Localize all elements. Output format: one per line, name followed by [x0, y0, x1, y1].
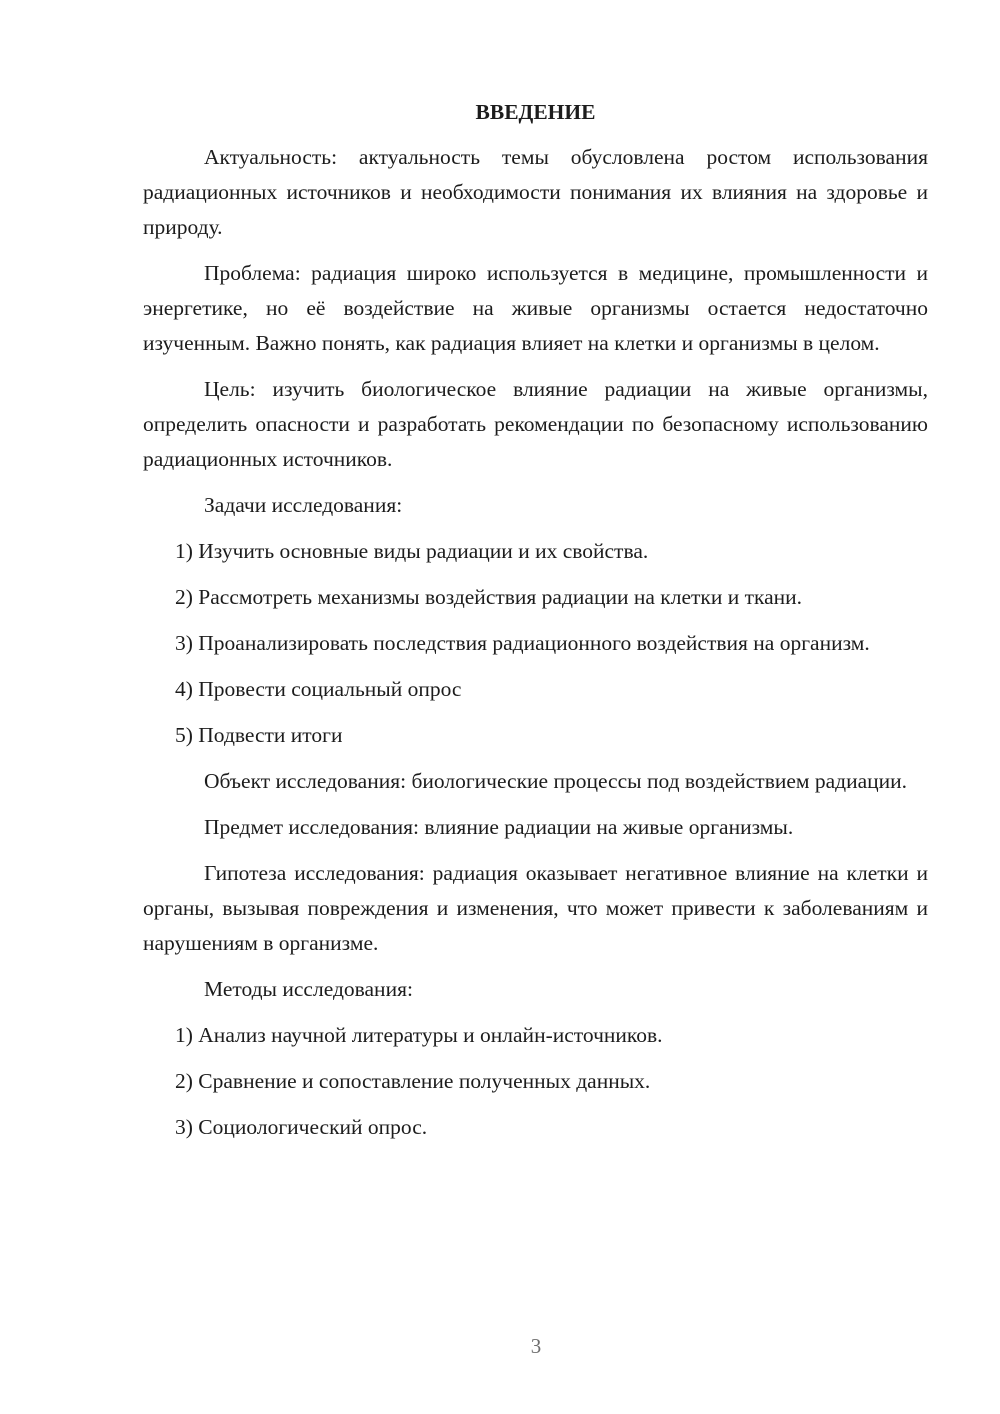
- method-item-2: 2) Сравнение и сопоставление полученных данных.: [175, 1069, 651, 1093]
- tasks-heading: Задачи исследования:: [204, 493, 403, 517]
- object-paragraph: Объект исследования: биологические процессы под воздействием радиации.: [204, 769, 908, 793]
- method-item-1: 1) Анализ научной литературы и онлайн-источников.: [175, 1023, 663, 1047]
- goal-paragraph: Цель: изучить биологическое влияние радиации на живые организмы, определить опасности и разработать рекомендации по безопасному использованию радиационных источников.: [143, 377, 928, 471]
- task-item-1: 1) Изучить основные виды радиации и их свойства.: [175, 539, 649, 563]
- task-item-2: 2) Рассмотреть механизмы воздействия радиации на клетки и ткани.: [175, 585, 803, 609]
- task-item-3: 3) Проанализировать последствия радиационного воздействия на организм.: [175, 631, 870, 655]
- task-item-4: 4) Провести социальный опрос: [175, 677, 462, 701]
- subject-paragraph: Предмет исследования: влияние радиации на живые организмы.: [204, 815, 794, 839]
- method-item-3: 3) Социологический опрос.: [175, 1115, 428, 1139]
- document-page: [143, 95, 928, 1156]
- relevance-paragraph: Актуальность: актуальность темы обусловлена ростом использования радиационных источников и необходимости понимания их влияния на здоровье и природу.: [143, 145, 928, 239]
- page-number: 3: [530, 1334, 542, 1358]
- section-title: ВВЕДЕНИЕ: [475, 100, 596, 124]
- task-item-5: 5) Подвести итоги: [175, 723, 343, 747]
- hypothesis-paragraph: Гипотеза исследования: радиация оказывает негативное влияние на клетки и органы, вызывая повреждения и изменения, что может привести к заболеваниям и нарушениям в организме.: [143, 861, 928, 955]
- problem-paragraph: Проблема: радиация широко используется в медицине, промышленности и энергетике, но её воздействие на живые организмы остается недостаточно изученным. Важно понять, как радиация влияет на клетки и организмы в целом.: [143, 261, 928, 355]
- methods-heading: Методы исследования:: [204, 977, 413, 1001]
